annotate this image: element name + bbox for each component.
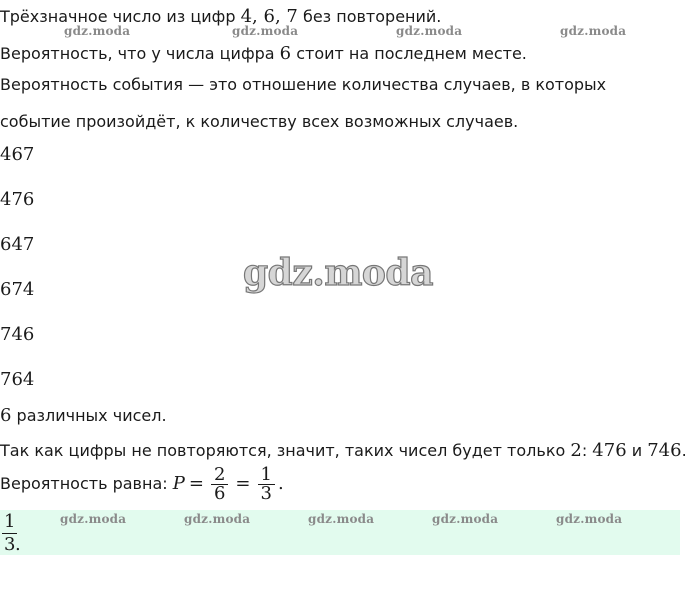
problem-line-1-text: Трёхзначное число из цифр <box>0 7 241 26</box>
reasoning-line <box>0 441 687 461</box>
definition-line-1: Вероятность события — это отношение количества случаев, в которых <box>0 75 607 94</box>
watermark: gdz.moda <box>64 24 131 38</box>
reasoning-value: 2 <box>570 440 582 461</box>
probability-symbol: P <box>172 473 185 494</box>
count-value: 6 <box>0 405 12 426</box>
number-item: 476 <box>0 189 35 210</box>
number-item: 764 <box>0 369 35 390</box>
problem-line-2-tail: стоит на последнем месте. <box>291 44 527 63</box>
problem-line-1-tail: без повторений. <box>297 7 442 26</box>
problem-digit-6: 6 <box>279 43 292 64</box>
number-item: 467 <box>0 144 35 165</box>
watermark: gdz.moda <box>232 24 299 38</box>
reasoning-dot: . <box>681 441 687 460</box>
watermark: gdz.moda <box>396 24 463 38</box>
fraction-numerator: 1 <box>258 466 275 485</box>
probability-line <box>0 464 284 504</box>
answer-numerator: 1 <box>4 511 16 532</box>
probability-dot: . <box>277 473 284 494</box>
watermark: gdz.moda <box>432 512 499 526</box>
reasoning-colon: : <box>581 441 593 460</box>
fraction-denominator: 3 <box>260 483 272 504</box>
watermark: gdz.moda <box>560 24 627 38</box>
probability-label: Вероятность равна: <box>0 474 173 493</box>
watermark: gdz.moda <box>556 512 623 526</box>
reasoning-number-1: 476 <box>592 440 627 461</box>
answer-dot: . <box>15 534 21 555</box>
watermark: gdz.moda <box>60 512 127 526</box>
watermark: gdz.moda <box>184 512 251 526</box>
fraction-numerator: 2 <box>211 466 228 485</box>
reasoning-head: Так как цифры не повторяются, значит, таких чисел будет только <box>0 441 571 460</box>
count-line <box>0 406 167 426</box>
problem-line-2-head: Вероятность, что у числа цифра <box>0 44 280 63</box>
number-item: 647 <box>0 234 35 255</box>
watermark: gdz.moda <box>308 512 375 526</box>
answer-box <box>0 510 680 555</box>
fraction-1-3 <box>258 466 275 503</box>
reasoning-and: и <box>626 441 648 460</box>
problem-line-2 <box>0 44 527 64</box>
number-item: 746 <box>0 324 35 345</box>
count-text: различных чисел. <box>11 406 167 425</box>
fraction-denominator: 6 <box>213 483 226 504</box>
equals-sign: = <box>235 473 251 494</box>
watermark-large: gdz.moda <box>243 252 433 294</box>
answer-denominator: 3 <box>4 534 16 555</box>
problem-digits: 4, 6, 7 <box>240 6 298 27</box>
equals-sign: = <box>188 473 204 494</box>
number-item: 674 <box>0 279 35 300</box>
reasoning-number-2: 746 <box>647 440 682 461</box>
fraction-2-6 <box>211 466 228 503</box>
definition-line-2: событие произойдёт, к количеству всех возможных случаев. <box>0 112 519 131</box>
